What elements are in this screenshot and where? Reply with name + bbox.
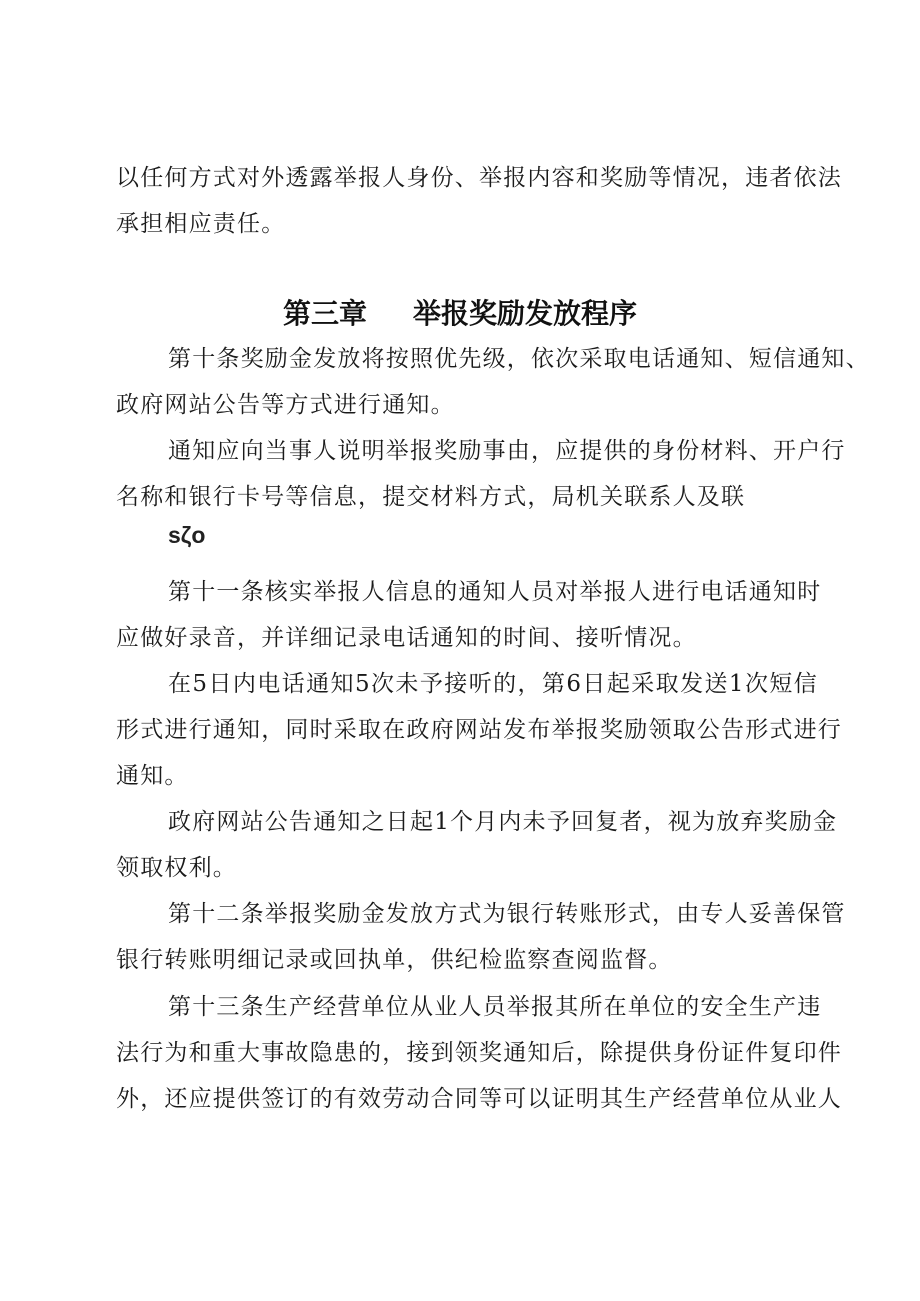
- chapter-title: 举报奖励发放程序: [413, 297, 638, 330]
- garbled-text: sζo: [168, 522, 206, 548]
- article-13-line-3: 外，还应提供签订的有效劳动合同等可以证明其生产经营单位从业人: [116, 1086, 842, 1112]
- chapter-number: 第三章: [282, 297, 367, 330]
- waiver-line-1: 政府网站公告通知之日起1个月内未予回复者，视为放弃奖励金: [168, 809, 838, 835]
- sms-line-2: 形式进行通知，同时采取在政府网站发布举报奖励领取公告形式进行: [116, 717, 842, 743]
- waiver-line-2: 领取权利。: [116, 855, 237, 881]
- article-13-line-2: 法行为和重大事故隐患的，接到领奖通知后，除提供身份证件复印件: [116, 1040, 842, 1066]
- intro-line-1: 以任何方式对外透露举报人身份、举报内容和奖励等情况，违者依法: [116, 165, 842, 191]
- sms-line-1: 在5日内电话通知5次未予接听的，第6日起采取发送1次短信: [168, 671, 818, 697]
- intro-line-2: 承担相应责任。: [116, 211, 286, 237]
- article-13-line-1: 第十三条生产经营单位从业人员举报其所在单位的安全生产违: [168, 994, 822, 1020]
- sms-line-3: 通知。: [116, 763, 189, 789]
- chapter-heading: [0, 297, 920, 331]
- notice-line-1: 通知应向当事人说明举报奖励事由，应提供的身份材料、开户行: [168, 438, 846, 464]
- article-12-line-2: 银行转账明细记录或回执单，供纪检监察查阅监督。: [116, 947, 673, 973]
- notice-line-2: 名称和银行卡号等信息，提交材料方式，局机关联系人及联: [116, 484, 746, 510]
- article-11-line-1: 第十一条核实举报人信息的通知人员对举报人进行电话通知时: [168, 579, 822, 605]
- article-10-line-2: 政府网站公告等方式进行通知。: [116, 392, 455, 418]
- article-12-line-1: 第十二条举报奖励金发放方式为银行转账形式，由专人妥善保管: [168, 901, 846, 927]
- article-11-line-2: 应做好录音，并详细记录电话通知的时间、接听情况。: [116, 625, 697, 651]
- article-10-line-1: 第十条奖励金发放将按照优先级，依次采取电话通知、短信通知、: [168, 346, 870, 372]
